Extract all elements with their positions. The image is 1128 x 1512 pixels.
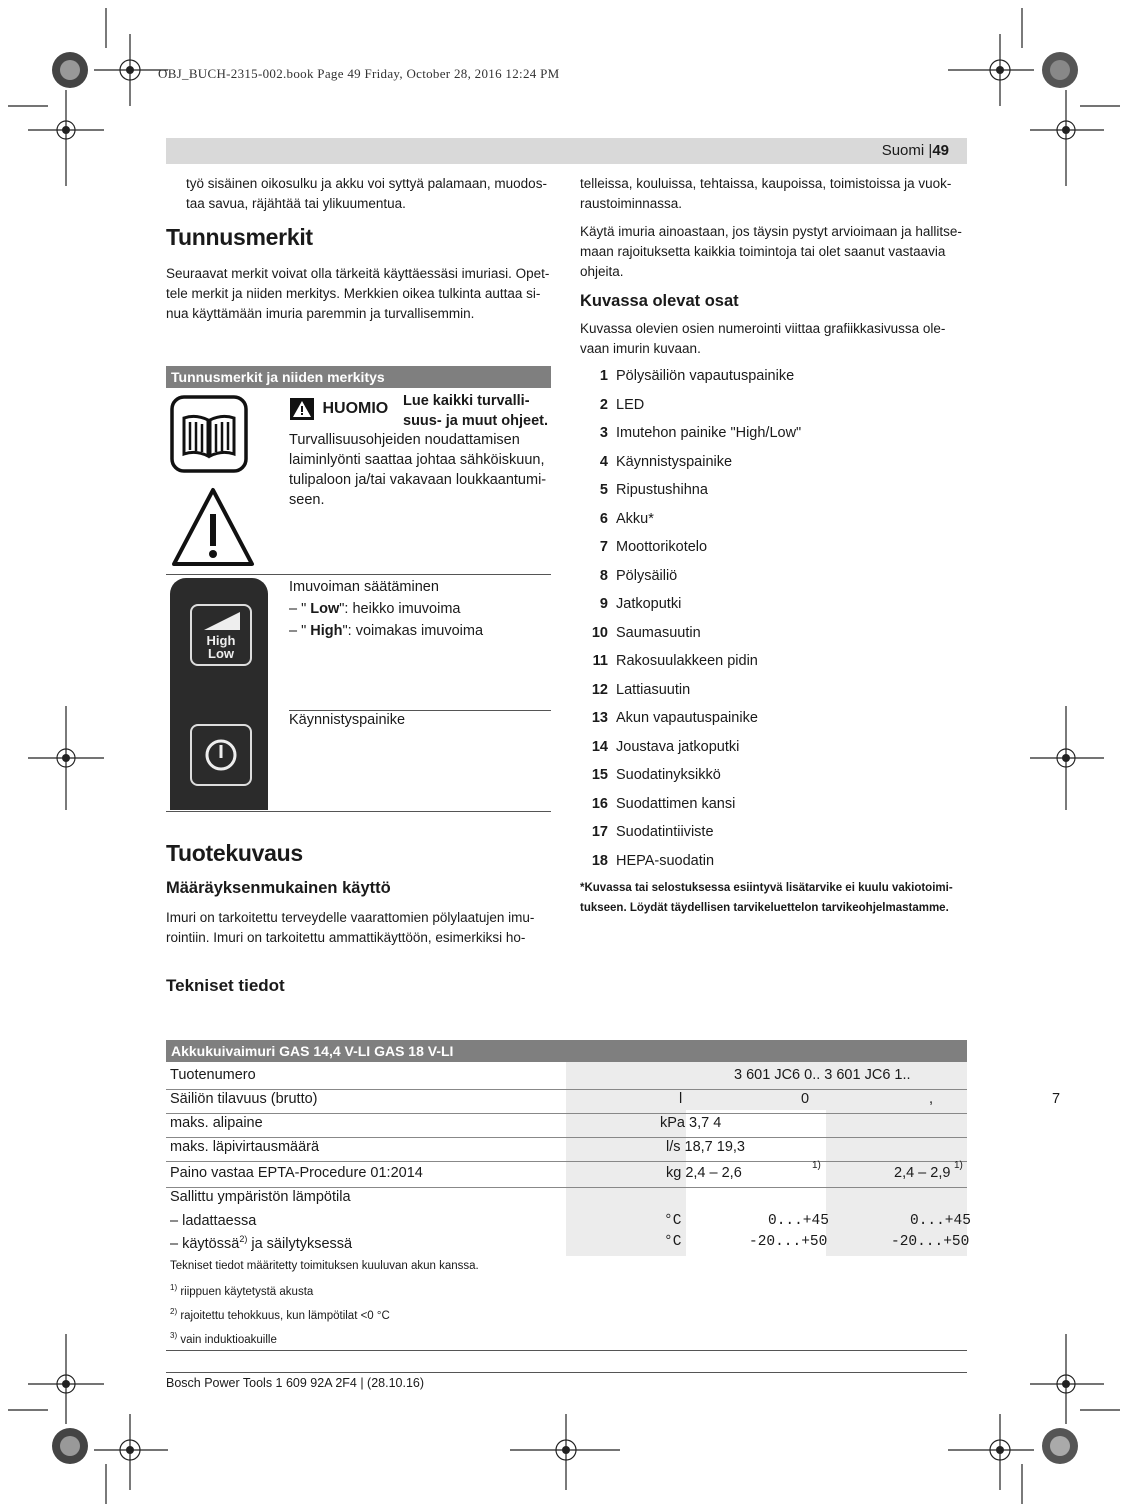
part-label: Pölysäiliö xyxy=(616,567,678,584)
parts-list-item xyxy=(582,596,681,612)
part-label: Akun vapautuspainike xyxy=(616,710,758,726)
volume-value: 0 xyxy=(801,1091,810,1107)
part-label: Moottorikotelo xyxy=(616,539,708,555)
part-label: Joustava jatkoputki xyxy=(616,738,740,755)
row-label-product-number: Tuotenumero xyxy=(170,1067,256,1083)
high-desc: ": voimakas imuvoima xyxy=(342,623,484,639)
control-panel-graphic xyxy=(170,578,268,810)
text-line: Kuvassa olevien osien numerointi viittaa grafiikkasivussa ole- xyxy=(580,321,946,336)
power-control-text xyxy=(289,576,483,642)
airflow-values: l/s 18,7 19,3 xyxy=(666,1139,745,1155)
parts-list-item xyxy=(582,482,708,498)
parts-list-item xyxy=(582,853,714,869)
intro-line: työ sisäinen oikosulku ja akku voi syttyä palamaan, muodos- xyxy=(186,176,547,191)
language-label: Suomi xyxy=(881,142,925,159)
part-number: 1 xyxy=(599,368,608,384)
divider xyxy=(289,710,551,711)
parts-list-item xyxy=(582,425,801,441)
use-unit: °C xyxy=(664,1234,682,1250)
footer-rule xyxy=(166,1350,967,1351)
parts-list-item xyxy=(582,397,644,413)
use-range-2: -20...+50 xyxy=(891,1234,970,1250)
part-label: LED xyxy=(616,396,645,413)
low-desc: ": heikko imuvoima xyxy=(339,601,461,617)
parts-list-item xyxy=(582,568,677,584)
continued-paragraph xyxy=(580,174,951,214)
parts-list-item xyxy=(582,710,758,726)
product-description-title: Tuotekuvaus xyxy=(166,840,303,866)
part-number: 14 xyxy=(591,738,608,755)
start-button-label: Käynnistyspainike xyxy=(289,712,406,728)
page-header-band xyxy=(166,138,967,164)
high-key: High xyxy=(310,623,343,639)
signal-icon xyxy=(192,608,250,634)
footnote-main: Tekniset tiedot määritetty toimituksen kuuluvan akun kanssa. xyxy=(170,1260,479,1272)
text-line: tele merkit ja niiden merkitys. Merkkien oikea tulkinta auttaa si- xyxy=(166,286,541,301)
start-button-graphic xyxy=(190,724,252,786)
intro-paragraph xyxy=(186,174,547,214)
warning-line: tulipaloon ja/tai vakavaan loukkaantumi- xyxy=(289,472,547,488)
row-divider xyxy=(166,1187,967,1188)
part-number: 5 xyxy=(599,482,608,498)
part-number: 15 xyxy=(591,767,608,783)
power-icon xyxy=(192,726,250,784)
intended-use-paragraph xyxy=(166,908,534,948)
panel-high-label: High xyxy=(206,633,236,648)
product-number-values: 3 601 JC6 0.. 3 601 JC6 1.. xyxy=(734,1067,911,1083)
use-label: – käytössä xyxy=(170,1235,240,1252)
high-low-button xyxy=(190,604,252,666)
intro-line: taa savua, räjähtää tai ylikuumentua. xyxy=(186,196,406,211)
part-label: Imutehon painike "High/Low" xyxy=(616,425,802,441)
part-label: Suodatinyksikkö xyxy=(616,767,721,783)
text-line: rointiin. Imuri on tarkoitettu ammattikäyttöön, esimerkiksi ho- xyxy=(166,930,526,945)
panel-low-label: Low xyxy=(208,646,234,661)
symbols-title: Tunnusmerkit xyxy=(166,224,313,250)
part-number: 7 xyxy=(599,539,608,555)
tech-table-header: Akkukuivaimuri GAS 14,4 V-LI GAS 18 V-LI xyxy=(166,1040,967,1062)
text-line: vaan imurin kuvaan. xyxy=(580,341,701,356)
note-line: *Kuvassa tai selostuksessa esiintyvä lisätarvike ei kuulu vakiotoimi- xyxy=(580,882,953,894)
part-label: Suodatintiiviste xyxy=(616,824,714,840)
part-label: Lattiasuutin xyxy=(616,681,691,698)
parts-list-item xyxy=(582,824,714,840)
bullet: – " xyxy=(289,623,311,639)
part-number: 4 xyxy=(599,453,608,470)
weight-value-1: kg 2,4 – 2,6 xyxy=(666,1165,742,1181)
caution-icon xyxy=(290,398,314,420)
divider xyxy=(166,574,551,575)
parts-list-item xyxy=(582,454,732,470)
row-label-use xyxy=(170,1234,352,1252)
row-divider xyxy=(166,1089,967,1090)
footnote-text: riippuen käytetystä akusta xyxy=(177,1285,314,1298)
row-label-vacuum: maks. alipaine xyxy=(170,1115,263,1131)
parts-list-item xyxy=(582,368,794,384)
row-label-volume: Säiliön tilavuus (brutto) xyxy=(170,1091,318,1107)
page-number: 49 xyxy=(932,142,949,159)
row-divider xyxy=(166,1137,967,1138)
part-number: 12 xyxy=(591,681,608,698)
parts-list-item xyxy=(582,511,654,527)
page-footer: Bosch Power Tools 1 609 92A 2F4 | (28.10.16) xyxy=(166,1376,425,1390)
part-label: Rakosuulakkeen pidin xyxy=(616,653,758,669)
warning-bold-line: suus- ja muut ohjeet. xyxy=(403,413,549,429)
text-line: telleissa, kouluissa, tehtaissa, kaupoissa, toimistoissa ja vuok- xyxy=(580,176,952,191)
storage-label: ja säilytyksessä xyxy=(247,1235,353,1252)
part-number: 2 xyxy=(599,396,608,413)
row-label-airflow: maks. läpivirtausmäärä xyxy=(170,1139,320,1155)
warning-bold-text xyxy=(403,391,548,431)
warning-bold-line: Lue kaikki turvalli- xyxy=(403,393,530,409)
volume-unit: l xyxy=(679,1091,683,1107)
part-number: 3 xyxy=(599,425,608,441)
charge-range-2: 0...+45 xyxy=(910,1213,971,1229)
part-number: 17 xyxy=(591,824,608,840)
row-label-temperature: Sallittu ympäristön lämpötila xyxy=(170,1189,351,1205)
parts-list-item xyxy=(582,739,739,755)
use-footnote-ref: 2) xyxy=(239,1234,248,1244)
warning-line: seen. xyxy=(289,492,325,508)
footnote-marker: 3) xyxy=(170,1331,178,1340)
footnote-2 xyxy=(170,1307,390,1322)
footnote-text: vain induktioakuille xyxy=(177,1333,277,1346)
warning-line: laiminlyönti saattaa johtaa sähköiskuun, xyxy=(289,452,545,468)
footnote-1 xyxy=(170,1283,313,1298)
power-high-line xyxy=(289,620,483,642)
usage-paragraph xyxy=(580,222,962,282)
volume-value-2: , xyxy=(929,1091,934,1107)
text-line: Imuri on tarkoitettu terveydelle vaarattomien pölylaatujen imu- xyxy=(166,910,535,925)
part-label: Käynnistyspainike xyxy=(616,453,733,470)
part-label: Suodattimen kansi xyxy=(616,795,736,812)
warning-triangle-icon xyxy=(170,486,256,568)
part-label: Jatkoputki xyxy=(616,596,682,612)
text-line: Seuraavat merkit voivat olla tärkeitä käyttäessäsi imuriasi. Opet- xyxy=(166,266,550,281)
print-header: OBJ_BUCH-2315-002.book Page 49 Friday, October 28, 2016 12:24 PM xyxy=(158,66,560,81)
parts-list-item xyxy=(582,653,758,669)
part-number: 8 xyxy=(599,567,608,584)
parts-intro xyxy=(580,319,945,359)
part-number: 18 xyxy=(591,852,608,869)
header-separator: | xyxy=(928,142,933,159)
text-line: maan rajoituksetta kaikkia toimintoja tai olet saanut vastaavia xyxy=(580,244,946,259)
warning-label: HUOMIO xyxy=(322,400,389,417)
vacuum-values: kPa 3,7 4 xyxy=(660,1115,722,1131)
low-key: Low xyxy=(310,601,340,617)
use-range-1: -20...+50 xyxy=(749,1234,828,1250)
parts-list-item xyxy=(582,539,707,555)
part-label: HEPA-suodatin xyxy=(616,852,715,869)
row-divider xyxy=(166,1161,967,1162)
part-number: 11 xyxy=(592,653,608,669)
part-label: Saumasuutin xyxy=(616,624,701,641)
tech-data-title: Tekniset tiedot xyxy=(166,976,285,995)
footnote-text: rajoitettu tehokkuus, kun lämpötilat <0 °C xyxy=(177,1309,390,1322)
text-line: nua käyttämään imuria paremmin ja turvallisemmin. xyxy=(166,306,475,321)
charge-unit: °C xyxy=(664,1213,682,1229)
weight-footnote-ref-1: 1) xyxy=(812,1160,821,1171)
parts-title: Kuvassa olevat osat xyxy=(580,292,739,310)
row-label-charging: – ladattaessa xyxy=(170,1213,257,1229)
weight-value-2: 2,4 – 2,9 xyxy=(894,1165,951,1181)
text-line: Käytä imuria ainoastaan, jos täysin pystyt arvioimaan ja hallitse- xyxy=(580,224,962,239)
divider xyxy=(166,811,551,812)
warning-line: Turvallisuusohjeiden noudattamisen xyxy=(289,432,520,448)
footnote-3 xyxy=(170,1331,277,1346)
footnote-marker: 1) xyxy=(170,1283,178,1292)
symbols-paragraph xyxy=(166,264,549,324)
part-label: Pölysäiliön vapautuspainike xyxy=(616,368,795,384)
part-label: Ripustushihna xyxy=(616,482,708,498)
part-number: 6 xyxy=(599,510,608,527)
symbols-table-header: Tunnusmerkit ja niiden merkitys xyxy=(166,366,551,388)
text-line: raustoiminnassa. xyxy=(580,196,683,211)
warning-badge xyxy=(290,398,388,420)
footnote-marker: 2) xyxy=(170,1307,178,1316)
manual-book-icon xyxy=(168,394,252,476)
part-label: Akku* xyxy=(616,510,654,527)
bullet: – " xyxy=(289,601,311,617)
parts-list-item xyxy=(582,796,735,812)
row-label-weight: Paino vastaa EPTA-Procedure 01:2014 xyxy=(170,1165,423,1181)
part-number: 16 xyxy=(591,795,608,812)
parts-list-item xyxy=(582,767,721,783)
weight-footnote-ref-2: 1) xyxy=(954,1160,963,1171)
parts-list-item xyxy=(582,682,690,698)
power-low-line xyxy=(289,598,483,620)
footer-rule xyxy=(166,1372,967,1373)
parts-list-item xyxy=(582,625,701,641)
part-number: 10 xyxy=(591,624,608,641)
charge-range-1: 0...+45 xyxy=(768,1213,829,1229)
text-line: ohjeita. xyxy=(580,264,624,279)
margin-number: 7 xyxy=(1052,1091,1061,1107)
note-line: tukseen. Löydät täydellisen tarvikeluettelon tarvikeohjelmastamme. xyxy=(580,902,949,914)
accessory-note xyxy=(580,878,953,918)
page-number-block xyxy=(882,142,949,159)
row-divider xyxy=(166,1113,967,1114)
warning-text xyxy=(289,430,546,510)
power-control-title: Imuvoiman säätäminen xyxy=(289,579,439,595)
intended-use-title: Määräyksenmukainen käyttö xyxy=(166,879,391,897)
part-number: 9 xyxy=(599,596,608,612)
part-number: 13 xyxy=(591,710,608,726)
